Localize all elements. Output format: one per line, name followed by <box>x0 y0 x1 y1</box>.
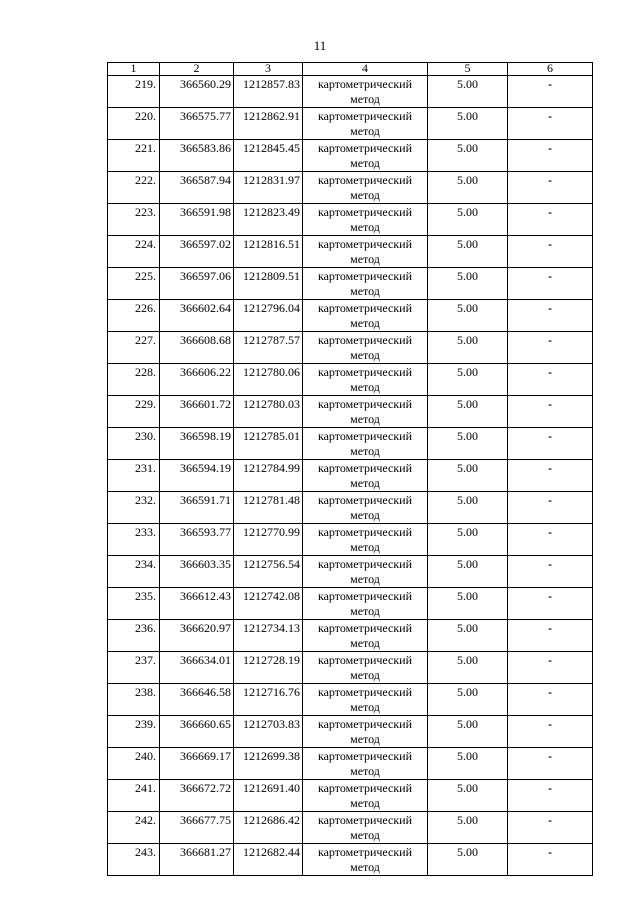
accuracy-cell: 5.00 <box>428 716 508 748</box>
table-row <box>108 716 593 748</box>
y-coordinate-cell: 1212787.57 <box>234 332 303 364</box>
x-coordinate-cell: 366583.86 <box>160 140 234 172</box>
method-line-2: метод <box>350 572 380 586</box>
y-coordinate-cell: 1212816.51 <box>234 236 303 268</box>
description-cell: - <box>508 524 593 556</box>
method-line-1: картометрический <box>317 781 413 795</box>
accuracy-cell: 5.00 <box>428 844 508 876</box>
description-cell: - <box>508 140 593 172</box>
method-cell <box>303 620 428 652</box>
table-row <box>108 812 593 844</box>
method-line-1: картометрический <box>317 461 413 475</box>
method-cell <box>303 140 428 172</box>
method-line-1: картометрический <box>317 269 413 283</box>
method-line-2: метод <box>350 156 380 170</box>
method-cell <box>303 652 428 684</box>
description-cell: - <box>508 108 593 140</box>
y-coordinate-cell: 1212862.91 <box>234 108 303 140</box>
table-row <box>108 428 593 460</box>
y-coordinate-cell: 1212716.76 <box>234 684 303 716</box>
description-cell: - <box>508 236 593 268</box>
point-number-cell: 222. <box>108 172 160 204</box>
point-number-cell: 238. <box>108 684 160 716</box>
table-row <box>108 684 593 716</box>
description-cell: - <box>508 300 593 332</box>
table-row <box>108 748 593 780</box>
accuracy-cell: 5.00 <box>428 620 508 652</box>
method-cell <box>303 332 428 364</box>
method-line-2: метод <box>350 668 380 682</box>
description-cell: - <box>508 780 593 812</box>
method-line-1: картометрический <box>317 653 413 667</box>
y-coordinate-cell: 1212770.99 <box>234 524 303 556</box>
point-number-cell: 221. <box>108 140 160 172</box>
table-row <box>108 236 593 268</box>
y-coordinate-cell: 1212728.19 <box>234 652 303 684</box>
point-number-cell: 232. <box>108 492 160 524</box>
description-cell: - <box>508 556 593 588</box>
method-line-2: метод <box>350 828 380 842</box>
header-cell: 3 <box>234 63 303 76</box>
table-row <box>108 396 593 428</box>
method-line-1: картометрический <box>317 397 413 411</box>
table-row <box>108 364 593 396</box>
y-coordinate-cell: 1212780.06 <box>234 364 303 396</box>
description-cell: - <box>508 716 593 748</box>
x-coordinate-cell: 366597.06 <box>160 268 234 300</box>
y-coordinate-cell: 1212742.08 <box>234 588 303 620</box>
description-cell: - <box>508 460 593 492</box>
accuracy-cell: 5.00 <box>428 780 508 812</box>
y-coordinate-cell: 1212699.38 <box>234 748 303 780</box>
point-number-cell: 229. <box>108 396 160 428</box>
method-line-1: картометрический <box>317 845 413 859</box>
header-cell: 4 <box>303 63 428 76</box>
method-cell <box>303 236 428 268</box>
point-number-cell: 243. <box>108 844 160 876</box>
description-cell: - <box>508 812 593 844</box>
method-line-1: картометрический <box>317 717 413 731</box>
x-coordinate-cell: 366669.17 <box>160 748 234 780</box>
y-coordinate-cell: 1212796.04 <box>234 300 303 332</box>
x-coordinate-cell: 366681.27 <box>160 844 234 876</box>
method-line-1: картометрический <box>317 813 413 827</box>
method-cell <box>303 268 428 300</box>
x-coordinate-cell: 366591.98 <box>160 204 234 236</box>
method-line-1: картометрический <box>317 493 413 507</box>
accuracy-cell: 5.00 <box>428 364 508 396</box>
accuracy-cell: 5.00 <box>428 652 508 684</box>
point-number-cell: 233. <box>108 524 160 556</box>
method-cell <box>303 556 428 588</box>
table-row <box>108 844 593 876</box>
y-coordinate-cell: 1212686.42 <box>234 812 303 844</box>
point-number-cell: 226. <box>108 300 160 332</box>
description-cell: - <box>508 268 593 300</box>
point-number-cell: 234. <box>108 556 160 588</box>
table-row <box>108 652 593 684</box>
table-row <box>108 524 593 556</box>
header-cell: 5 <box>428 63 508 76</box>
accuracy-cell: 5.00 <box>428 332 508 364</box>
method-line-1: картометрический <box>317 525 413 539</box>
x-coordinate-cell: 366672.72 <box>160 780 234 812</box>
method-line-2: метод <box>350 700 380 714</box>
x-coordinate-cell: 366646.58 <box>160 684 234 716</box>
method-cell <box>303 780 428 812</box>
table-row <box>108 268 593 300</box>
method-line-2: метод <box>350 764 380 778</box>
x-coordinate-cell: 366608.68 <box>160 332 234 364</box>
table-row <box>108 492 593 524</box>
x-coordinate-cell: 366601.72 <box>160 396 234 428</box>
method-line-1: картометрический <box>317 557 413 571</box>
x-coordinate-cell: 366587.94 <box>160 172 234 204</box>
method-cell <box>303 748 428 780</box>
method-cell <box>303 524 428 556</box>
method-line-2: метод <box>350 796 380 810</box>
method-line-2: метод <box>350 860 380 874</box>
point-number-cell: 223. <box>108 204 160 236</box>
accuracy-cell: 5.00 <box>428 300 508 332</box>
point-number-cell: 219. <box>108 76 160 108</box>
description-cell: - <box>508 76 593 108</box>
method-cell <box>303 172 428 204</box>
accuracy-cell: 5.00 <box>428 140 508 172</box>
method-cell <box>303 364 428 396</box>
table-row <box>108 172 593 204</box>
table-row <box>108 300 593 332</box>
table-header-row <box>108 63 593 76</box>
accuracy-cell: 5.00 <box>428 556 508 588</box>
method-cell <box>303 204 428 236</box>
accuracy-cell: 5.00 <box>428 172 508 204</box>
x-coordinate-cell: 366597.02 <box>160 236 234 268</box>
y-coordinate-cell: 1212857.83 <box>234 76 303 108</box>
y-coordinate-cell: 1212780.03 <box>234 396 303 428</box>
method-line-1: картометрический <box>317 301 413 315</box>
x-coordinate-cell: 366612.43 <box>160 588 234 620</box>
accuracy-cell: 5.00 <box>428 268 508 300</box>
table-row <box>108 556 593 588</box>
method-line-1: картометрический <box>317 749 413 763</box>
description-cell: - <box>508 748 593 780</box>
y-coordinate-cell: 1212845.45 <box>234 140 303 172</box>
method-line-1: картометрический <box>317 173 413 187</box>
y-coordinate-cell: 1212831.97 <box>234 172 303 204</box>
method-cell <box>303 300 428 332</box>
y-coordinate-cell: 1212809.51 <box>234 268 303 300</box>
method-line-1: картометрический <box>317 141 413 155</box>
y-coordinate-cell: 1212734.13 <box>234 620 303 652</box>
method-line-2: метод <box>350 732 380 746</box>
accuracy-cell: 5.00 <box>428 460 508 492</box>
method-line-1: картометрический <box>317 365 413 379</box>
y-coordinate-cell: 1212781.48 <box>234 492 303 524</box>
method-line-2: метод <box>350 284 380 298</box>
x-coordinate-cell: 366591.71 <box>160 492 234 524</box>
method-cell <box>303 428 428 460</box>
header-cell: 2 <box>160 63 234 76</box>
method-cell <box>303 396 428 428</box>
point-number-cell: 228. <box>108 364 160 396</box>
method-cell <box>303 492 428 524</box>
page-number: 11 <box>313 38 327 53</box>
description-cell: - <box>508 332 593 364</box>
point-number-cell: 241. <box>108 780 160 812</box>
x-coordinate-cell: 366620.97 <box>160 620 234 652</box>
accuracy-cell: 5.00 <box>428 492 508 524</box>
description-cell: - <box>508 428 593 460</box>
point-number-cell: 237. <box>108 652 160 684</box>
y-coordinate-cell: 1212756.54 <box>234 556 303 588</box>
description-cell: - <box>508 684 593 716</box>
description-cell: - <box>508 204 593 236</box>
method-line-1: картометрический <box>317 237 413 251</box>
method-line-1: картометрический <box>317 589 413 603</box>
y-coordinate-cell: 1212784.99 <box>234 460 303 492</box>
x-coordinate-cell: 366598.19 <box>160 428 234 460</box>
accuracy-cell: 5.00 <box>428 748 508 780</box>
method-line-2: метод <box>350 348 380 362</box>
method-line-1: картометрический <box>317 685 413 699</box>
method-cell <box>303 108 428 140</box>
x-coordinate-cell: 366606.22 <box>160 364 234 396</box>
coordinates-table <box>107 62 593 876</box>
method-cell <box>303 812 428 844</box>
x-coordinate-cell: 366602.64 <box>160 300 234 332</box>
method-line-1: картометрический <box>317 109 413 123</box>
x-coordinate-cell: 366593.77 <box>160 524 234 556</box>
accuracy-cell: 5.00 <box>428 396 508 428</box>
table-row <box>108 140 593 172</box>
point-number-cell: 225. <box>108 268 160 300</box>
point-number-cell: 239. <box>108 716 160 748</box>
accuracy-cell: 5.00 <box>428 684 508 716</box>
method-line-2: метод <box>350 188 380 202</box>
x-coordinate-cell: 366594.19 <box>160 460 234 492</box>
table-row <box>108 588 593 620</box>
accuracy-cell: 5.00 <box>428 108 508 140</box>
description-cell: - <box>508 844 593 876</box>
x-coordinate-cell: 366677.75 <box>160 812 234 844</box>
x-coordinate-cell: 366575.77 <box>160 108 234 140</box>
y-coordinate-cell: 1212703.83 <box>234 716 303 748</box>
description-cell: - <box>508 396 593 428</box>
method-line-1: картометрический <box>317 77 413 91</box>
method-line-1: картометрический <box>317 333 413 347</box>
table-row <box>108 780 593 812</box>
accuracy-cell: 5.00 <box>428 428 508 460</box>
point-number-cell: 227. <box>108 332 160 364</box>
x-coordinate-cell: 366660.65 <box>160 716 234 748</box>
method-line-2: метод <box>350 412 380 426</box>
header-cell: 6 <box>508 63 593 76</box>
method-cell <box>303 844 428 876</box>
method-line-2: метод <box>350 380 380 394</box>
method-line-2: метод <box>350 540 380 554</box>
method-line-2: метод <box>350 636 380 650</box>
accuracy-cell: 5.00 <box>428 236 508 268</box>
method-line-2: метод <box>350 508 380 522</box>
point-number-cell: 236. <box>108 620 160 652</box>
method-line-2: метод <box>350 316 380 330</box>
accuracy-cell: 5.00 <box>428 76 508 108</box>
description-cell: - <box>508 620 593 652</box>
header-cell: 1 <box>108 63 160 76</box>
method-cell <box>303 716 428 748</box>
method-line-2: метод <box>350 476 380 490</box>
y-coordinate-cell: 1212823.49 <box>234 204 303 236</box>
description-cell: - <box>508 492 593 524</box>
y-coordinate-cell: 1212785.01 <box>234 428 303 460</box>
method-line-1: картометрический <box>317 621 413 635</box>
method-line-2: метод <box>350 124 380 138</box>
description-cell: - <box>508 588 593 620</box>
table-row <box>108 108 593 140</box>
description-cell: - <box>508 364 593 396</box>
method-cell <box>303 460 428 492</box>
method-line-2: метод <box>350 220 380 234</box>
x-coordinate-cell: 366603.35 <box>160 556 234 588</box>
accuracy-cell: 5.00 <box>428 812 508 844</box>
point-number-cell: 230. <box>108 428 160 460</box>
y-coordinate-cell: 1212682.44 <box>234 844 303 876</box>
table-row <box>108 204 593 236</box>
table-row <box>108 332 593 364</box>
x-coordinate-cell: 366634.01 <box>160 652 234 684</box>
table-row <box>108 76 593 108</box>
description-cell: - <box>508 172 593 204</box>
accuracy-cell: 5.00 <box>428 204 508 236</box>
table-body <box>108 76 593 876</box>
method-line-1: картометрический <box>317 205 413 219</box>
point-number-cell: 235. <box>108 588 160 620</box>
table-row <box>108 620 593 652</box>
accuracy-cell: 5.00 <box>428 524 508 556</box>
table-row <box>108 460 593 492</box>
method-cell <box>303 684 428 716</box>
method-line-2: метод <box>350 252 380 266</box>
point-number-cell: 224. <box>108 236 160 268</box>
method-line-2: метод <box>350 604 380 618</box>
method-line-1: картометрический <box>317 429 413 443</box>
point-number-cell: 240. <box>108 748 160 780</box>
point-number-cell: 231. <box>108 460 160 492</box>
method-line-2: метод <box>350 92 380 106</box>
description-cell: - <box>508 652 593 684</box>
point-number-cell: 242. <box>108 812 160 844</box>
method-cell <box>303 76 428 108</box>
y-coordinate-cell: 1212691.40 <box>234 780 303 812</box>
x-coordinate-cell: 366560.29 <box>160 76 234 108</box>
method-cell <box>303 588 428 620</box>
accuracy-cell: 5.00 <box>428 588 508 620</box>
point-number-cell: 220. <box>108 108 160 140</box>
method-line-2: метод <box>350 444 380 458</box>
